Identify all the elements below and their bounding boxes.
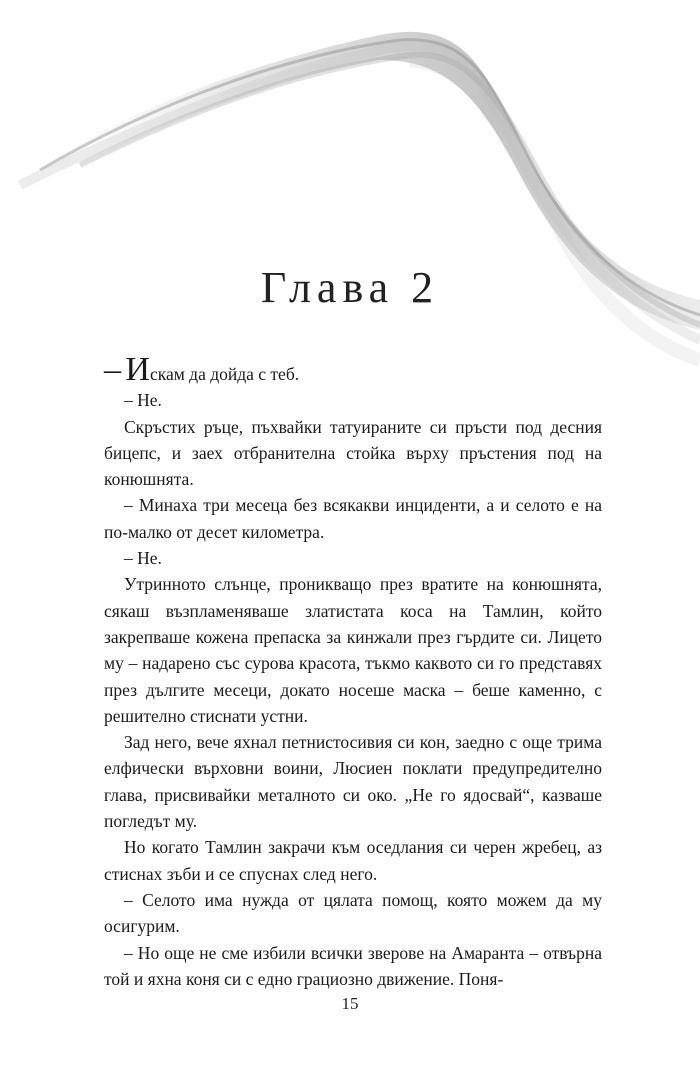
opening-paragraph: [104, 351, 602, 388]
chapter-title: Глава 2: [260, 263, 440, 312]
paragraph: – Не.: [124, 548, 162, 569]
chapter-body: [104, 351, 602, 992]
paragraph: – Но още не сме избили всички зверове на Амаранта – отвърна той и яхна коня си с едно грациозно движение. Поня-: [104, 942, 602, 989]
opening-dash: –: [104, 351, 121, 388]
paragraph: – Селото има нужда от цялата помощ, която можем да му осигурим.: [104, 889, 602, 937]
paragraph: Скръстих ръце, пъхвайки татуираните си пръсти под десния бицепс, и заех отбранителна стойка върху пръстения под на конюшнята.: [104, 416, 602, 490]
paragraph: – Минаха три месеца без всякакви инциденти, а и селото е на по-малко от десет километра.: [104, 495, 602, 542]
paragraph: – Не.: [124, 390, 162, 411]
paragraph: Зад него, вече яхнал петнистосивия си кон, заедно с още трима елфически върховни воини, Люсиен поклати предупредително глава, присвивайки металното си око. „Не го ядосвай“, казваше погледът му.: [104, 732, 602, 832]
paragraph: Утринното слънце, проникващо през вратите на конюшнята, сякаш възпламеняваше златистата коса на Тамлин, който закрепваше кожена препаска за кинжали през гърдите си. Лицето му – надарено със сурова красота, тъкмо каквото си го представях през дългите месеци, докато носеше маска – беше каменно, с решително стиснати устни.: [104, 574, 602, 726]
paragraph: Но когато Тамлин закрачи към оседлания си черен жребец, аз стиснах зъби и се спуснах след него.: [104, 837, 602, 884]
page-number: 15: [341, 994, 359, 1013]
opening-text: скам да дойда с теб.: [149, 364, 300, 384]
drop-cap-initial: И: [125, 351, 150, 388]
